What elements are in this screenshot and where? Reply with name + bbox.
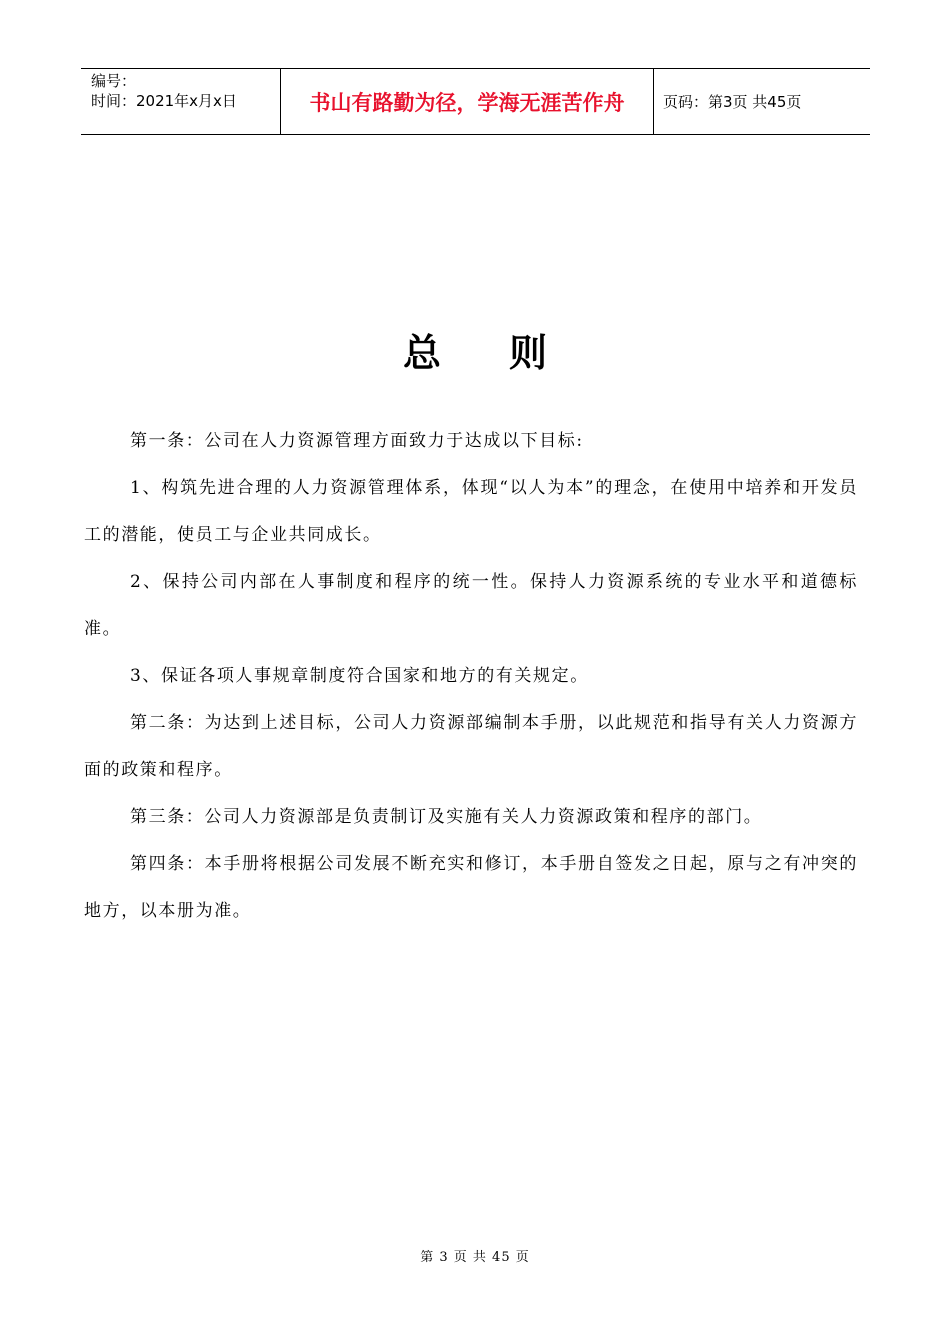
paragraph-article-1: 第一条：公司在人力资源管理方面致力于达成以下目标: [130,431,584,451]
header-motto: 书山有路勤为径，学海无涯苦作舟 [281,69,654,134]
document-number-label: 编号： [91,72,137,90]
document-time-label: 时间：2021年x月x日 [91,92,237,110]
page-footer: 第 3 页 共 45 页 [420,1250,530,1265]
paragraph-goal-1: 1、构筑先进合理的人力资源管理体系，体现“以人为本”的理念，在使用中培养和开发员工的潜能，使员工与企业共同成长。 [84,478,858,545]
paragraph-article-4: 第四条：本手册将根据公司发展不断充实和修订，本手册自签发之日起，原与之有冲突的地方，以本册为准。 [84,854,858,921]
paragraph-goal-3: 3、保证各项人事规章制度符合国家和地方的有关规定。 [130,666,589,686]
paragraph-goal-2: 2、保持公司内部在人事制度和程序的统一性。保持人力资源系统的专业水平和道德标准。 [84,572,858,639]
document-body [84,418,858,935]
page-header [81,68,870,135]
paragraph-article-3: 第三条：公司人力资源部是负责制订及实施有关人力资源政策和程序的部门。 [130,807,763,827]
paragraph-article-2: 第二条：为达到上述目标，公司人力资源部编制本手册，以此规范和指导有关人力资源方面的政策和程序。 [84,713,858,780]
header-meta [81,69,281,134]
section-title: 总则 [402,331,615,375]
header-page-info: 页码：第3页 共45页 [663,93,802,111]
